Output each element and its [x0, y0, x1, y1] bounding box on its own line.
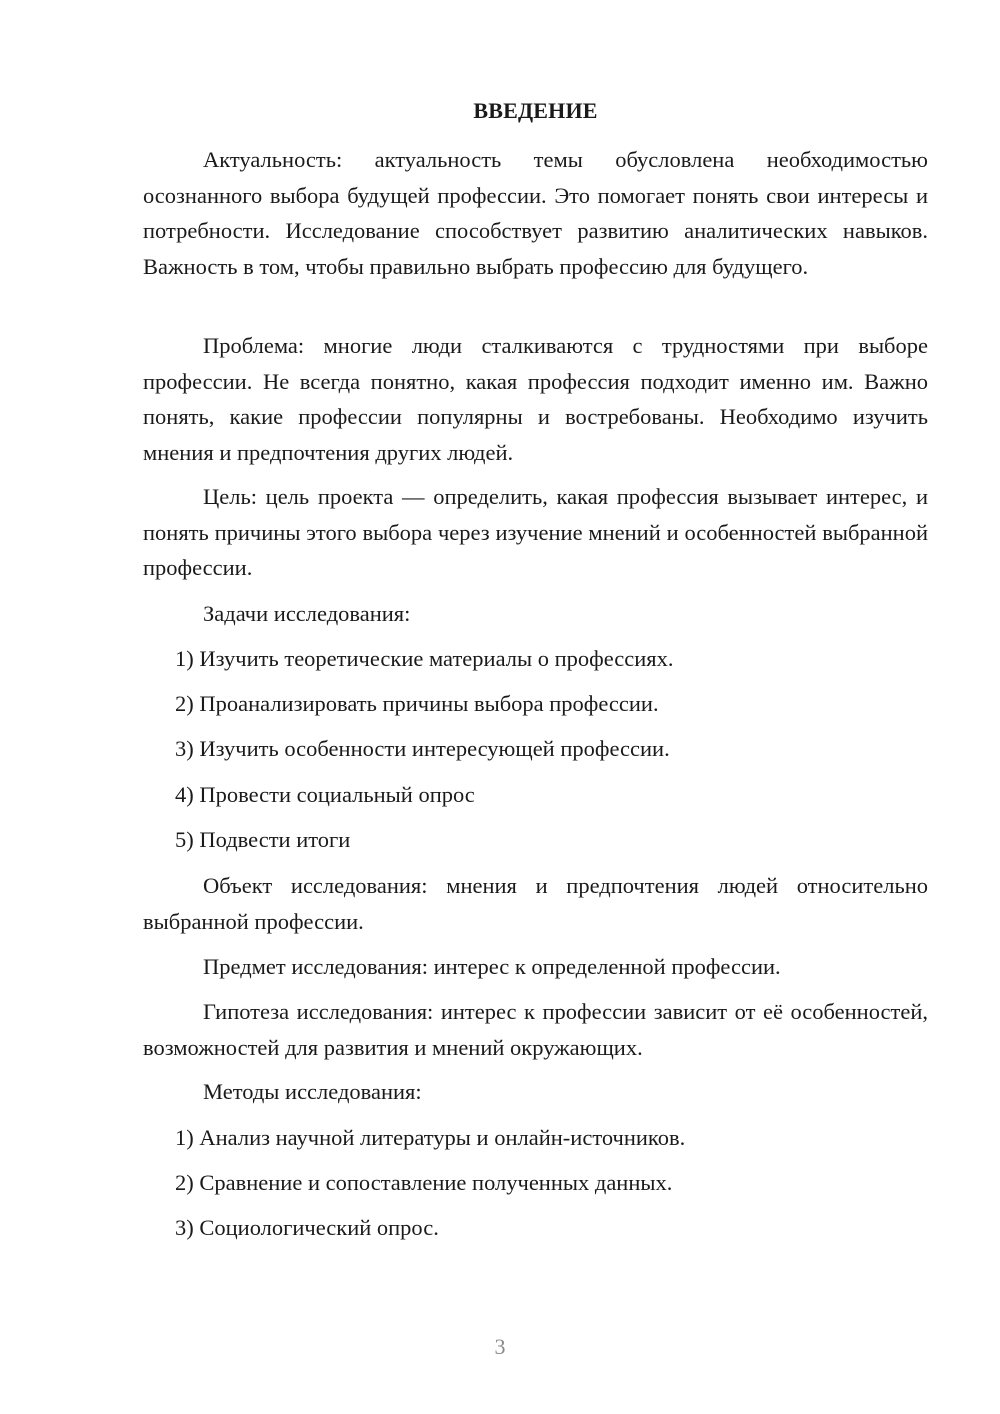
goal-paragraph: Цель: цель проекта — определить, какая профессия вызывает интерес, и понять причины этого выбора через изучение мнений и особенностей выбранной профессии.: [143, 484, 928, 580]
hypothesis-paragraph: Гипотеза исследования: интерес к профессии зависит от её особенностей, возможностей для развития и мнений окружающих.: [143, 999, 928, 1060]
page-number: 3: [494, 1334, 506, 1359]
task-item-5: 5) Подвести итоги: [175, 827, 351, 852]
subject-paragraph: Предмет исследования: интерес к определенной профессии.: [203, 954, 781, 979]
task-item-4: 4) Провести социальный опрос: [175, 782, 475, 807]
task-item-3: 3) Изучить особенности интересующей профессии.: [175, 736, 670, 761]
object-paragraph: Объект исследования: мнения и предпочтения людей относительно выбранной профессии.: [143, 873, 928, 934]
methods-heading: Методы исследования:: [203, 1079, 422, 1104]
problem-paragraph: Проблема: многие люди сталкиваются с трудностями при выборе профессии. Не всегда понятно, какая профессия подходит именно им. Важно понять, какие профессии популярны и востребованы. Необходимо изучить мнения и предпочтения других людей.: [143, 333, 928, 465]
section-title: ВВЕДЕНИЕ: [473, 98, 598, 123]
task-item-2: 2) Проанализировать причины выбора профессии.: [175, 691, 659, 716]
method-item-2: 2) Сравнение и сопоставление полученных данных.: [175, 1170, 673, 1195]
method-item-1: 1) Анализ научной литературы и онлайн-источников.: [175, 1125, 686, 1150]
method-item-3: 3) Социологический опрос.: [175, 1215, 439, 1240]
relevance-paragraph: Актуальность: актуальность темы обусловлена необходимостью осознанного выбора будущей профессии. Это помогает понять свои интересы и потребности. Исследование способствует развитию аналитических навыков. Важность в том, чтобы правильно выбрать профессию для будущего.: [143, 147, 928, 279]
task-item-1: 1) Изучить теоретические материалы о профессиях.: [175, 646, 674, 671]
tasks-heading: Задачи исследования:: [203, 601, 411, 626]
